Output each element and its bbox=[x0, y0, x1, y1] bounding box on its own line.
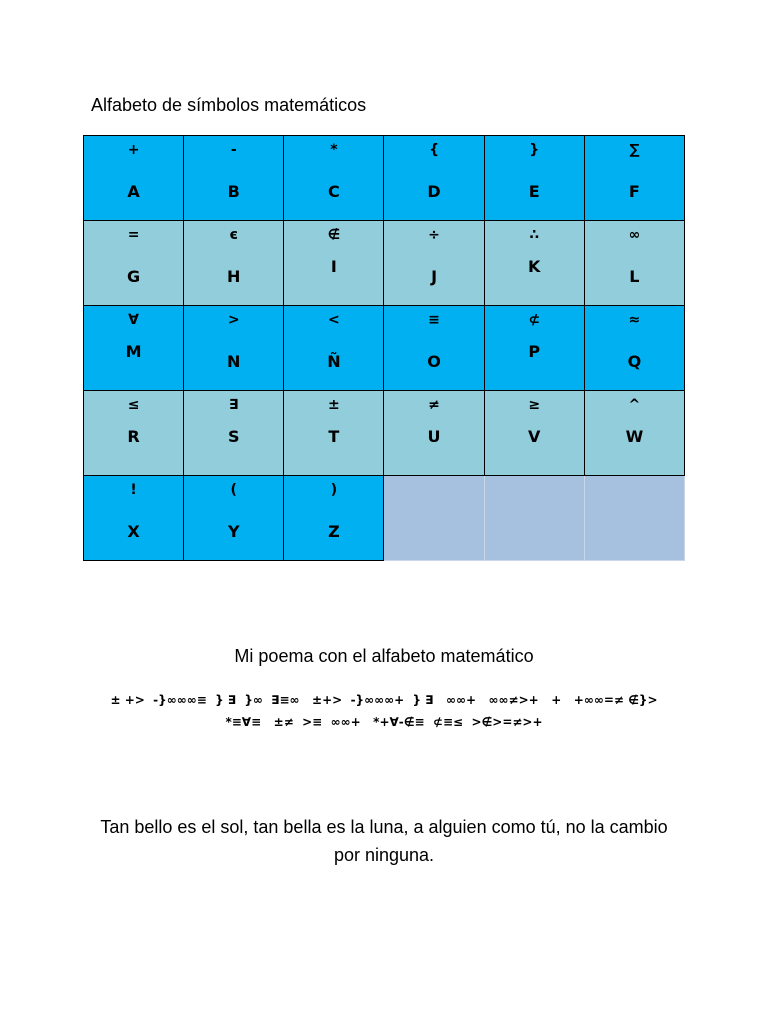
math-symbol: ) bbox=[330, 482, 338, 498]
table-cell bbox=[384, 391, 484, 476]
letter: V bbox=[528, 427, 541, 446]
math-symbol: ∑ bbox=[629, 142, 640, 158]
math-symbol: ≡ bbox=[428, 312, 440, 328]
table-cell bbox=[484, 391, 584, 476]
table-cell bbox=[284, 306, 384, 391]
letter: S bbox=[227, 427, 240, 446]
table-cell bbox=[584, 221, 684, 306]
letter: K bbox=[528, 257, 541, 276]
table-cell bbox=[284, 221, 384, 306]
table-cell bbox=[384, 306, 484, 391]
math-symbol: ∞ bbox=[628, 227, 641, 243]
table-row bbox=[84, 306, 685, 391]
table-cell bbox=[184, 136, 284, 221]
table-row bbox=[84, 136, 685, 221]
math-symbol: ± bbox=[328, 397, 340, 413]
letter: Q bbox=[627, 352, 642, 371]
letter: B bbox=[227, 182, 240, 201]
table-cell bbox=[184, 391, 284, 476]
math-symbol: * bbox=[330, 142, 338, 158]
table-cell bbox=[84, 476, 184, 561]
empty-cell bbox=[484, 476, 584, 561]
math-symbol: ≥ bbox=[528, 397, 541, 413]
encoded-poem-line-2: *≡∀≡ ±≠ >≡ ∞∞+ *+∀-∉≡ ⊄≡≤ >∉>=≠>+ bbox=[225, 715, 543, 729]
table-row bbox=[84, 391, 685, 476]
table-cell bbox=[584, 306, 684, 391]
table-cell bbox=[384, 221, 484, 306]
table-cell bbox=[184, 476, 284, 561]
math-symbol: ≈ bbox=[628, 312, 641, 328]
alphabet-table bbox=[83, 135, 685, 561]
letter: G bbox=[127, 267, 141, 286]
math-symbol: < bbox=[328, 312, 340, 328]
math-symbol: + bbox=[127, 142, 140, 158]
letter: A bbox=[127, 182, 140, 201]
table-cell bbox=[84, 221, 184, 306]
letter: R bbox=[127, 427, 140, 446]
poem-text: Tan bello es el sol, tan bella es la luna, a alguien como tú, no la cambio por ninguna. bbox=[100, 817, 668, 865]
table-row bbox=[84, 476, 685, 561]
table-cell bbox=[284, 476, 384, 561]
letter: M bbox=[125, 342, 142, 361]
letter: E bbox=[528, 182, 540, 201]
table-cell bbox=[584, 136, 684, 221]
table-row bbox=[84, 221, 685, 306]
math-symbol: ! bbox=[130, 482, 137, 498]
letter: W bbox=[625, 427, 644, 446]
table-cell bbox=[384, 136, 484, 221]
math-symbol: ∉ bbox=[327, 227, 341, 243]
table-cell bbox=[284, 391, 384, 476]
table-cell bbox=[484, 136, 584, 221]
table-cell bbox=[284, 136, 384, 221]
letter: P bbox=[528, 342, 541, 361]
math-symbol: ÷ bbox=[428, 227, 440, 243]
math-symbol: - bbox=[230, 142, 237, 158]
math-symbol: > bbox=[227, 312, 240, 328]
math-symbol: ⊄ bbox=[528, 312, 541, 328]
math-symbol: ∀ bbox=[128, 312, 139, 328]
letter: L bbox=[629, 267, 640, 286]
letter: Ñ bbox=[327, 352, 341, 371]
letter: N bbox=[227, 352, 241, 371]
letter: F bbox=[628, 182, 640, 201]
math-symbol: ∴ bbox=[529, 227, 540, 243]
table-cell bbox=[184, 306, 284, 391]
letter: D bbox=[427, 182, 441, 201]
table-cell bbox=[484, 306, 584, 391]
letter: U bbox=[427, 427, 441, 446]
empty-cell bbox=[384, 476, 484, 561]
letter: X bbox=[127, 522, 140, 541]
table-cell bbox=[84, 136, 184, 221]
math-symbol: ∃ bbox=[228, 397, 239, 413]
encoded-poem-line-1: ± +> -}∞∞∞≡ } ∃ }∞ ∃≡∞ ±+> -}∞∞∞+ } ∃ ∞∞+ ∞∞≠>+ + +∞∞=≠ ∉}> bbox=[110, 693, 658, 707]
letter: T bbox=[328, 427, 340, 446]
math-symbol: є bbox=[229, 227, 238, 243]
letter: J bbox=[431, 267, 438, 286]
empty-cell bbox=[584, 476, 684, 561]
table-cell bbox=[84, 306, 184, 391]
letter: Z bbox=[328, 522, 340, 541]
document-title: Alfabeto de símbolos matemáticos bbox=[91, 95, 367, 115]
math-symbol: } bbox=[529, 142, 540, 158]
letter: Y bbox=[227, 522, 240, 541]
letter: H bbox=[227, 267, 241, 286]
math-symbol: ( bbox=[230, 482, 237, 498]
math-symbol: ≠ bbox=[428, 397, 440, 413]
letter: O bbox=[427, 352, 441, 371]
table-cell bbox=[484, 221, 584, 306]
table-cell bbox=[184, 221, 284, 306]
math-symbol: ≤ bbox=[127, 397, 140, 413]
math-symbol: { bbox=[429, 142, 440, 158]
poem-subtitle: Mi poema con el alfabeto matemático bbox=[234, 646, 534, 666]
table-cell bbox=[584, 391, 684, 476]
table-cell bbox=[84, 391, 184, 476]
letter: C bbox=[328, 182, 340, 201]
math-symbol: = bbox=[127, 227, 140, 243]
math-symbol: ^ bbox=[628, 397, 641, 413]
letter: I bbox=[330, 257, 337, 276]
